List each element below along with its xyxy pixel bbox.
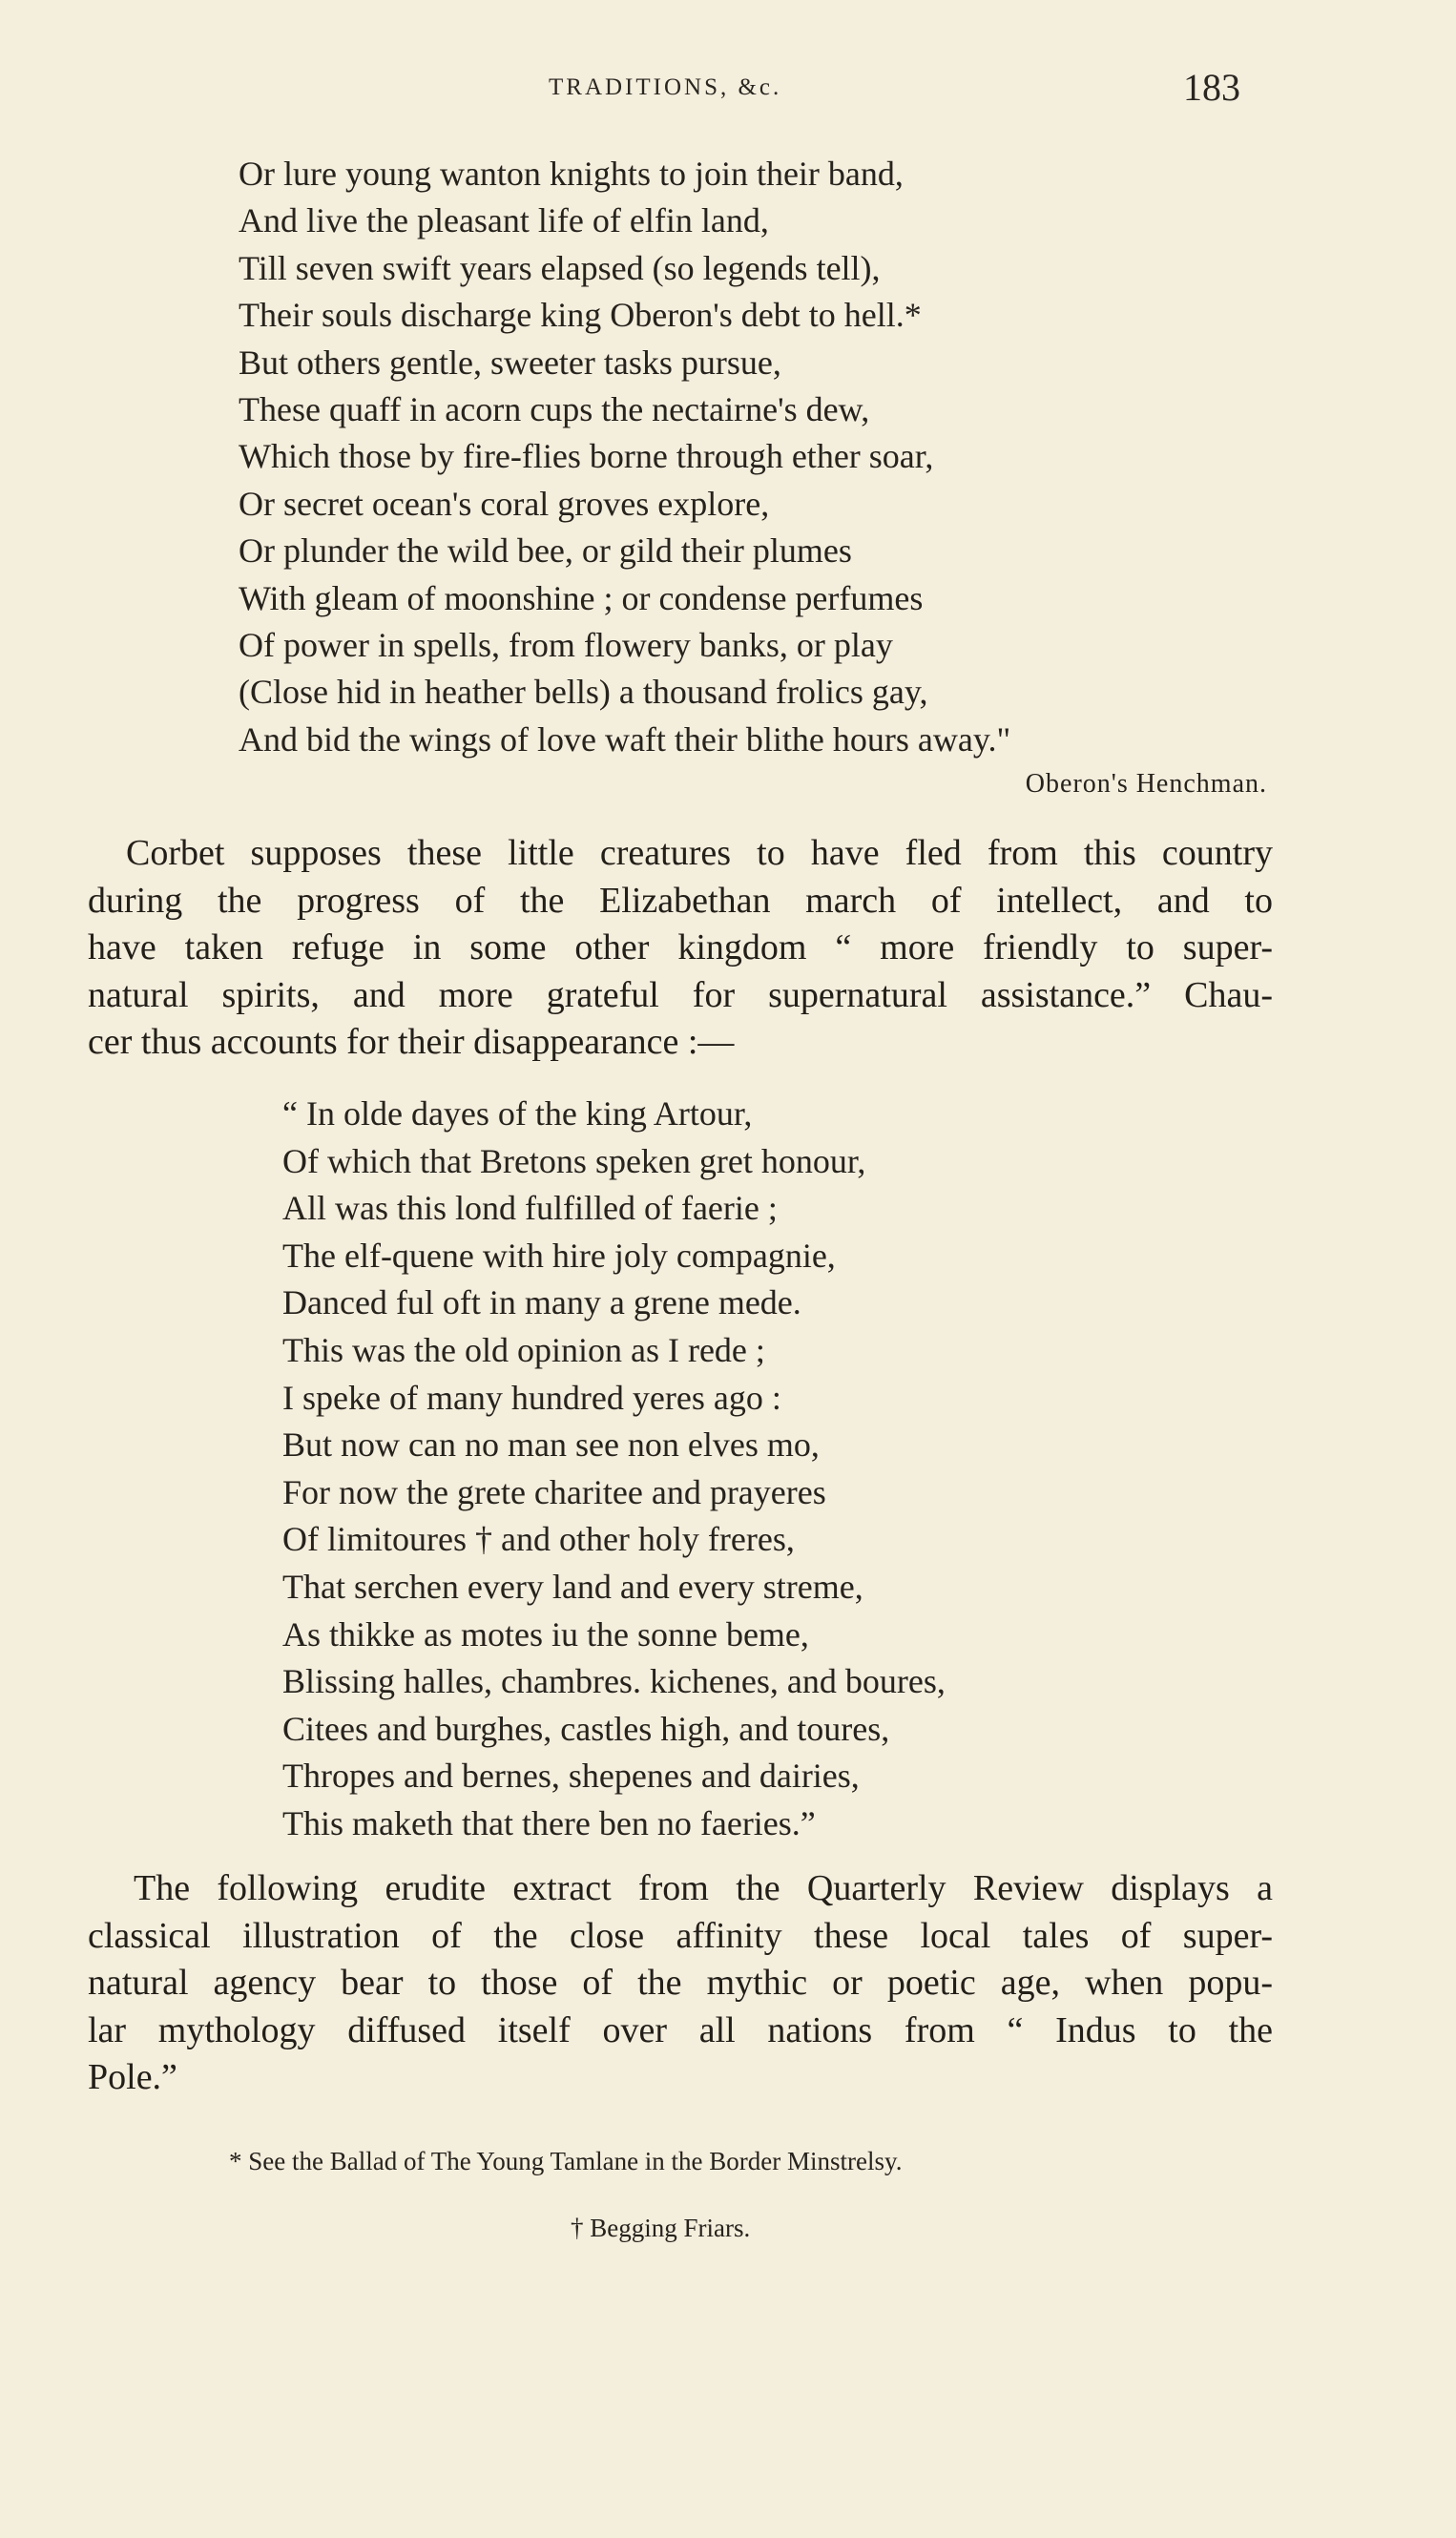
paragraph-line: classical illustration of the close affinity these local tales of super- [88, 1915, 1273, 1956]
paragraph-line: natural spirits, and more grateful for supernatural assistance.” Chau- [88, 974, 1273, 1015]
paragraph-line: Pole.” [88, 2057, 177, 2097]
verse-block-chaucer [282, 1091, 946, 1848]
verse-line: And bid the wings of love waft their blithe hours away." [239, 719, 1011, 759]
verse-line: Which those by fire-flies borne through ether soar, [239, 437, 934, 476]
verse-line: These quaff in acorn cups the nectairne's dew, [239, 389, 870, 428]
verse-line: The elf-quene with hire joly compagnie, [282, 1236, 836, 1275]
verse-attribution: Oberon's Henchman. [1025, 769, 1267, 799]
verse-line: Their souls discharge king Oberon's debt to hell.* [239, 296, 922, 335]
verse-line: And live the pleasant life of elfin land, [239, 201, 769, 240]
verse-line: This maketh that there ben no faeries.” [282, 1803, 816, 1842]
verse-line: But others gentle, sweeter tasks pursue, [239, 343, 781, 382]
verse-line: For now the grete charitee and prayeres [282, 1472, 826, 1511]
paragraph-line: natural agency bear to those of the mythic or poetic age, when popu- [88, 1963, 1273, 2003]
verse-line: Blissing halles, chambres. kichenes, and boures, [282, 1662, 946, 1701]
footnote-tamlane: * See the Ballad of The Young Tamlane in the Border Minstrelsy. [229, 2147, 903, 2175]
verse-line: Of which that Bretons speken gret honour, [282, 1141, 866, 1180]
verse-line: All was this lond fulfilled of faerie ; [282, 1189, 778, 1228]
verse-line: Or plunder the wild bee, or gild their plumes [239, 531, 852, 571]
paragraph-line: cer thus accounts for their disappearance :— [88, 1022, 735, 1062]
verse-line: Citees and burghes, castles high, and toures, [282, 1709, 890, 1748]
running-title: TRADITIONS, &c. [549, 74, 782, 100]
verse-line: Or lure young wanton knights to join their band, [239, 155, 904, 193]
verse-line: That serchen every land and every streme, [282, 1567, 863, 1606]
verse-line: Of power in spells, from flowery banks, or play [239, 625, 893, 664]
verse-line: With gleam of moonshine ; or condense perfumes [239, 578, 924, 617]
verse-line: (Close hid in heather bells) a thousand frolics gay, [239, 673, 928, 712]
verse-line: Till seven swift years elapsed (so legends tell), [239, 248, 881, 287]
paragraph-line: during the progress of the Elizabethan march of intellect, and to [88, 880, 1273, 921]
verse-line: Danced ful oft in many a grene mede. [282, 1283, 801, 1322]
page-number: 183 [1183, 66, 1240, 109]
footnote-friars: † Begging Friars. [571, 2214, 751, 2242]
verse-line: I speke of many hundred yeres ago : [282, 1378, 781, 1417]
paragraph-quarterly-review [88, 1865, 1273, 2102]
verse-line: Of limitoures † and other holy freres, [282, 1520, 795, 1559]
verse-line: As thikke as motes iu the sonne beme, [282, 1614, 809, 1654]
verse-block-oberon [239, 151, 1010, 763]
paragraph-line: have taken refuge in some other kingdom “ more friendly to super- [88, 927, 1273, 967]
verse-line: Thropes and bernes, shepenes and dairies, [282, 1757, 860, 1796]
paragraph-line: The following erudite extract from the Quarterly Review displays a [134, 1868, 1273, 1908]
paragraph-line: lar mythology diffused itself over all nations from “ Indus to the [88, 2009, 1273, 2050]
verse-line: Or secret ocean's coral groves explore, [239, 484, 770, 523]
verse-line: “ In olde dayes of the king Artour, [282, 1094, 753, 1133]
paragraph-corbet [88, 830, 1273, 1067]
paragraph-line: Corbet supposes these little creatures to have fled from this country [126, 833, 1273, 873]
verse-line: But now can no man see non elves mo, [282, 1425, 820, 1465]
verse-line: This was the old opinion as I rede ; [282, 1330, 765, 1369]
